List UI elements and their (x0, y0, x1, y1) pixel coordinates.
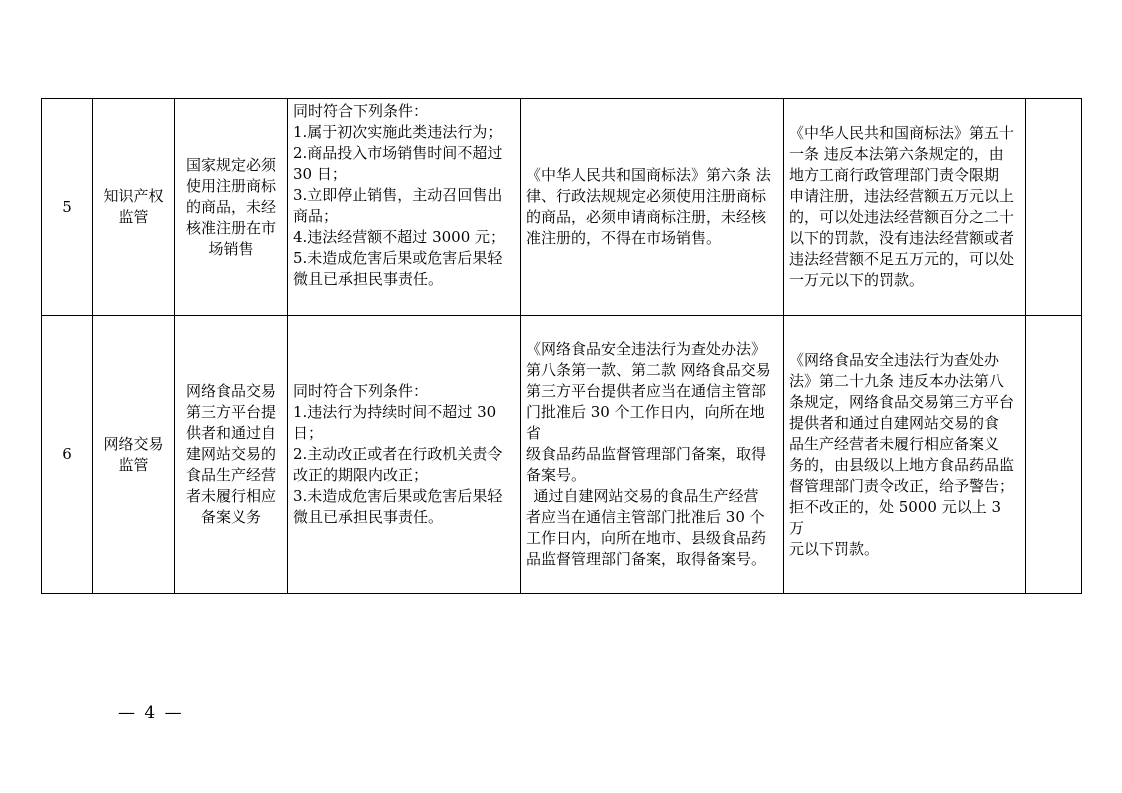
penalty-line: 一万元以下的罚款。 (789, 271, 925, 289)
behavior-line: 的商品，未经 (185, 197, 276, 216)
behavior-cell (175, 99, 288, 316)
basis-line: 第八条第一款、第二款 网络食品交易 (526, 361, 771, 379)
conditions-cell (288, 99, 521, 316)
behavior-cell (175, 316, 288, 594)
category-line: 知识产权 (103, 187, 164, 205)
penalty-line: 法》第二十九条 违反本办法第八 (789, 371, 1004, 390)
condition-line: 2.主动改正或者在行政机关责令 (293, 445, 503, 463)
condition-line: 30 日； (293, 165, 347, 183)
category-cell (93, 316, 175, 594)
basis-line: 《中华人民共和国商标法》第六条 法 (526, 166, 771, 184)
note-cell (1026, 316, 1082, 594)
penalty-line: 提供者和通过自建网站交易的食 (789, 413, 1000, 432)
basis-line: 者应当在通信主管部门批准后 30 个 (526, 508, 765, 526)
condition-line: 同时符合下列条件： (293, 102, 429, 120)
penalty-basis-cell (784, 316, 1026, 594)
penalty-line: 务的，由县级以上地方食品药品监 (789, 455, 1015, 474)
category-line: 监管 (118, 208, 149, 226)
behavior-line: 场销售 (208, 239, 254, 258)
page-number: — 4 — (118, 703, 184, 723)
condition-line: 1.属于初次实施此类违法行为； (293, 123, 503, 141)
penalty-line: 品生产经营者未履行相应备案义 (789, 434, 1000, 453)
row-number: 5 (42, 99, 93, 316)
condition-line: 同时符合下列条件： (293, 382, 429, 400)
penalty-line: 条规定，网络食品交易第三方平台 (789, 392, 1015, 411)
condition-line: 微且已承担民事责任。 (293, 508, 444, 526)
condition-line: 商品； (293, 207, 339, 225)
penalty-line: 拒不改正的，处 5000 元以上 3 万 (789, 497, 1002, 537)
basis-line: 《网络食品安全违法行为查处办法》 (526, 340, 767, 358)
penalty-line: 的，可以处违法经营额百分之二十 (789, 208, 1015, 226)
condition-line: 4.违法经营额不超过 3000 元； (293, 228, 506, 246)
penalty-line: 督管理部门责令改正，给予警告； (789, 476, 1015, 495)
basis-line: 备案号。 (526, 466, 587, 484)
basis-line: 品监督管理部门备案，取得备案号。 (526, 550, 767, 568)
behavior-line: 核准注册在市 (185, 218, 276, 237)
note-cell (1026, 99, 1082, 316)
condition-line: 日； (293, 424, 324, 442)
penalty-line: 违法经营额不足五万元的，可以处 (789, 250, 1015, 268)
category-line: 监管 (118, 455, 149, 474)
behavior-line: 者未履行相应 (185, 487, 276, 505)
penalty-basis-cell (784, 99, 1026, 316)
basis-line: 级食品药品监督管理部门备案，取得 (526, 445, 767, 463)
table-row (42, 316, 1082, 594)
basis-line: 第三方平台提供者应当在通信主管部 (526, 382, 767, 400)
legal-basis-cell (521, 99, 784, 316)
penalty-line: 元以下罚款。 (789, 539, 880, 558)
basis-line: 准注册的，不得在市场销售。 (526, 229, 722, 247)
behavior-line: 第三方平台提 (185, 403, 276, 421)
table-row (42, 99, 1082, 316)
condition-line: 1.违法行为持续时间不超过 30 (293, 403, 497, 421)
penalty-line: 一条 违反本法第六条规定的，由 (789, 145, 1004, 163)
legal-basis-cell (521, 316, 784, 594)
row-number: 6 (42, 316, 93, 594)
behavior-line: 使用注册商标 (185, 176, 276, 195)
category-cell (93, 99, 175, 316)
basis-line: 律、行政法规规定必须使用注册商标 (526, 187, 767, 205)
condition-line: 3.立即停止销售，主动召回售出 (293, 186, 503, 204)
penalty-line: 以下的罚款，没有违法经营额或者 (789, 229, 1015, 247)
condition-line: 微且已承担民事责任。 (293, 270, 444, 288)
condition-line: 2.商品投入市场销售时间不超过 (293, 144, 503, 162)
category-line: 网络交易 (103, 434, 164, 453)
condition-line: 改正的期限内改正； (293, 466, 429, 484)
behavior-line: 食品生产经营 (185, 466, 276, 484)
condition-line: 3.未造成危害后果或危害后果轻 (293, 487, 503, 505)
penalty-line: 地方工商行政管理部门责令限期 (789, 166, 1000, 184)
behavior-line: 备案义务 (200, 508, 261, 526)
penalty-line: 《网络食品安全违法行为查处办 (789, 350, 1000, 369)
basis-line: 工作日内，向所在地市、县级食品药 (526, 529, 767, 547)
basis-line: 的商品，必须申请商标注册，未经核 (526, 208, 767, 226)
penalty-line: 《中华人民共和国商标法》第五十 (789, 124, 1015, 142)
condition-line: 5.未造成危害后果或危害后果轻 (293, 249, 503, 267)
basis-line: 门批准后 30 个工作日内，向所在地省 (526, 403, 765, 442)
conditions-cell (288, 316, 521, 594)
behavior-line: 国家规定必须 (185, 155, 276, 174)
behavior-line: 建网站交易的 (185, 445, 276, 463)
regulation-table (41, 98, 1082, 594)
behavior-line: 网络食品交易 (185, 382, 276, 400)
behavior-line: 供者和通过自 (185, 424, 276, 442)
penalty-line: 申请注册，违法经营额五万元以上 (789, 187, 1015, 205)
basis-line: 通过自建网站交易的食品生产经营 (533, 487, 759, 505)
